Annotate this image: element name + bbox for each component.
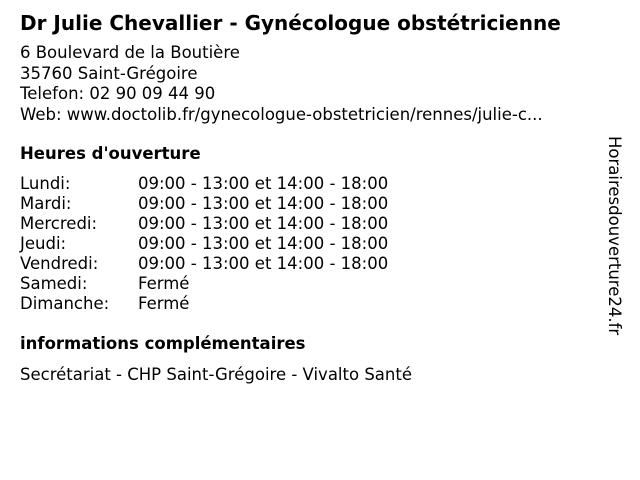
page-title: Dr Julie Chevallier - Gynécologue obstétricienne — [20, 11, 561, 35]
hours-day-label: Samedi: — [20, 274, 88, 293]
hours-day-label: Vendredi: — [20, 254, 99, 273]
opening-hours-heading: Heures d'ouverture — [20, 144, 201, 163]
extra-info-heading: informations complémentaires — [20, 334, 306, 353]
hours-day-label: Jeudi: — [20, 234, 67, 253]
hours-day-label: Mardi: — [20, 194, 72, 213]
hours-row-sunday — [20, 294, 388, 314]
site-watermark: Horairesdouverture24.fr — [605, 136, 624, 336]
website-link: Web: www.doctolib.fr/gynecologue-obstetricien/rennes/julie-c... — [20, 104, 543, 124]
hours-row-monday — [20, 174, 388, 194]
hours-row-wednesday — [20, 214, 388, 234]
hours-row-thursday — [20, 234, 388, 254]
hours-value: 09:00 - 13:00 et 14:00 - 18:00 — [138, 174, 389, 193]
hours-row-saturday — [20, 274, 388, 294]
address-street: 6 Boulevard de la Boutière — [20, 43, 240, 62]
hours-value: Fermé — [138, 294, 190, 313]
address-city: 35760 Saint-Grégoire — [20, 63, 198, 83]
hours-row-tuesday — [20, 194, 388, 214]
phone-number: Telefon: 02 90 09 44 90 — [20, 84, 216, 103]
hours-day-label: Dimanche: — [20, 294, 110, 313]
address-block — [20, 43, 543, 125]
hours-day-label: Lundi: — [20, 174, 71, 193]
opening-hours-list — [20, 174, 388, 314]
hours-row-friday — [20, 254, 388, 274]
hours-value: 09:00 - 13:00 et 14:00 - 18:00 — [138, 194, 389, 213]
extra-info-text: Secrétariat - CHP Saint-Grégoire - Vivalto Santé — [20, 365, 412, 384]
hours-value: 09:00 - 13:00 et 14:00 - 18:00 — [138, 214, 389, 233]
hours-value: 09:00 - 13:00 et 14:00 - 18:00 — [138, 234, 389, 253]
hours-value: Fermé — [138, 274, 190, 293]
hours-value: 09:00 - 13:00 et 14:00 - 18:00 — [138, 254, 389, 273]
hours-day-label: Mercredi: — [20, 214, 98, 233]
